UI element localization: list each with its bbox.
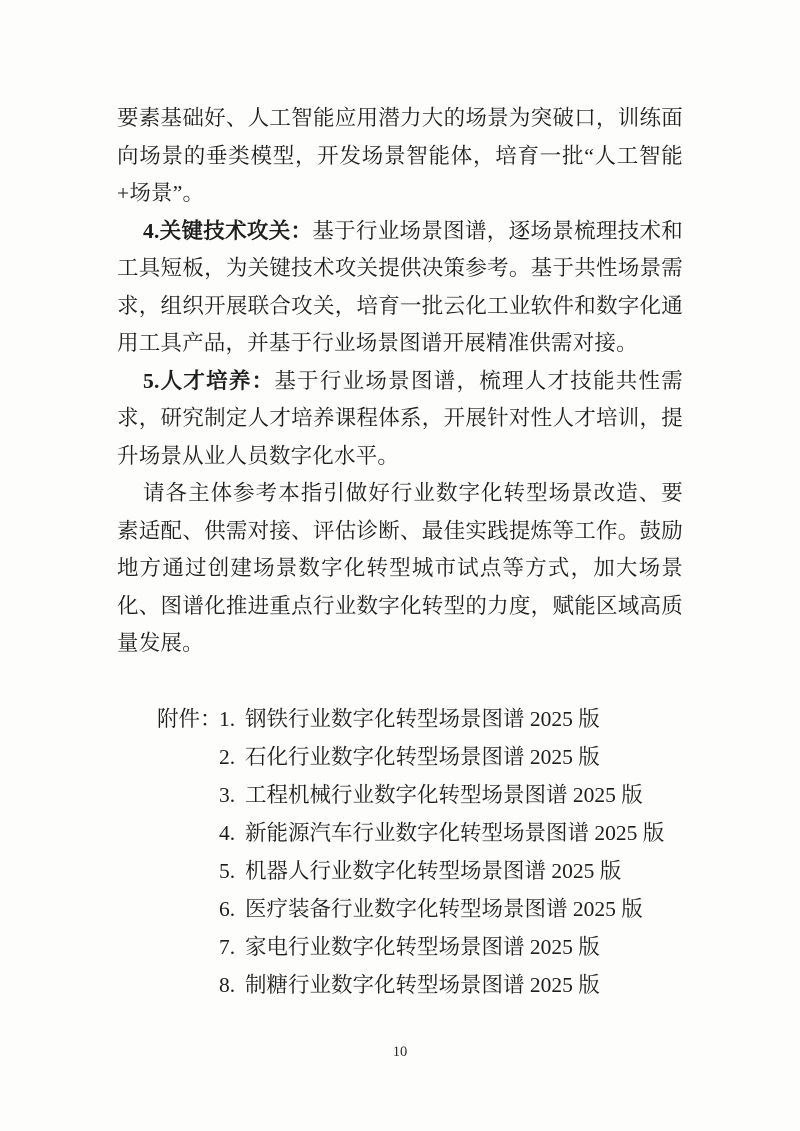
paragraph-item-5 [117, 363, 683, 476]
attachment-row [157, 966, 683, 1004]
paragraph-text: 基于行业场景图谱，逐场景梳理技术和工具短板，为关键技术攻关提供决策参考。基于共性场景需求，组织开展联合攻关，培育一批云化工业软件和数字化通用工具产品，并基于行业场景图谱开展精准供需对接。 [117, 218, 683, 355]
attachment-title: 机器人行业数字化转型场景图谱 2025 版 [245, 859, 622, 883]
paragraph-lead-bold: 4.关键技术攻关： [143, 218, 313, 243]
attachment-number: 7. [219, 935, 236, 959]
attachment-number: 6. [219, 897, 236, 921]
paragraph-lead-bold: 5.人才培养： [143, 368, 275, 393]
paragraph-text: 基于行业场景图谱，梳理人才技能共性需求，研究制定人才培养课程体系，开展针对性人才培训，提升场景从业人员数字化水平。 [117, 368, 683, 468]
attachment-number: 1. [219, 707, 236, 731]
page-number: 10 [392, 1044, 408, 1060]
attachment-number: 5. [219, 859, 236, 883]
paragraph-text: 请各主体参考本指引做好行业数字化转型场景改造、要素适配、供需对接、评估诊断、最佳实践提炼等工作。鼓励地方通过创建场景数字化转型城市试点等方式，加大场景化、图谱化推进重点行业数字化转型的力度，赋能区域高质量发展。 [117, 481, 683, 655]
paragraph-closing [117, 475, 683, 663]
attachment-title: 制糖行业数字化转型场景图谱 2025 版 [245, 973, 600, 997]
paragraph-item-4 [117, 213, 683, 363]
attachment-title: 工程机械行业数字化转型场景图谱 2025 版 [245, 783, 643, 807]
attachments-list [157, 700, 683, 1004]
attachment-title: 医疗装备行业数字化转型场景图谱 2025 版 [245, 897, 643, 921]
document-body [117, 100, 683, 1004]
attachment-number: 4. [219, 821, 236, 845]
paragraph-continuation [117, 100, 683, 213]
attachment-title: 钢铁行业数字化转型场景图谱 2025 版 [245, 707, 600, 731]
attachment-row [157, 852, 683, 890]
attachments-label: 附件： [157, 707, 222, 731]
attachment-number: 2. [219, 745, 236, 769]
attachment-row [157, 776, 683, 814]
attachment-number: 3. [219, 783, 236, 807]
attachment-row [157, 928, 683, 966]
attachment-title: 家电行业数字化转型场景图谱 2025 版 [245, 935, 600, 959]
attachment-row [157, 890, 683, 928]
attachment-row [157, 700, 683, 738]
attachment-row [157, 814, 683, 852]
attachment-title: 新能源汽车行业数字化转型场景图谱 2025 版 [245, 821, 665, 845]
attachment-number: 8. [219, 973, 236, 997]
attachment-row [157, 738, 683, 776]
attachment-title: 石化行业数字化转型场景图谱 2025 版 [245, 745, 600, 769]
paragraph-text: 要素基础好、人工智能应用潜力大的场景为突破口，训练面向场景的垂类模型，开发场景智能体，培育一批“人工智能+场景”。 [117, 106, 683, 205]
